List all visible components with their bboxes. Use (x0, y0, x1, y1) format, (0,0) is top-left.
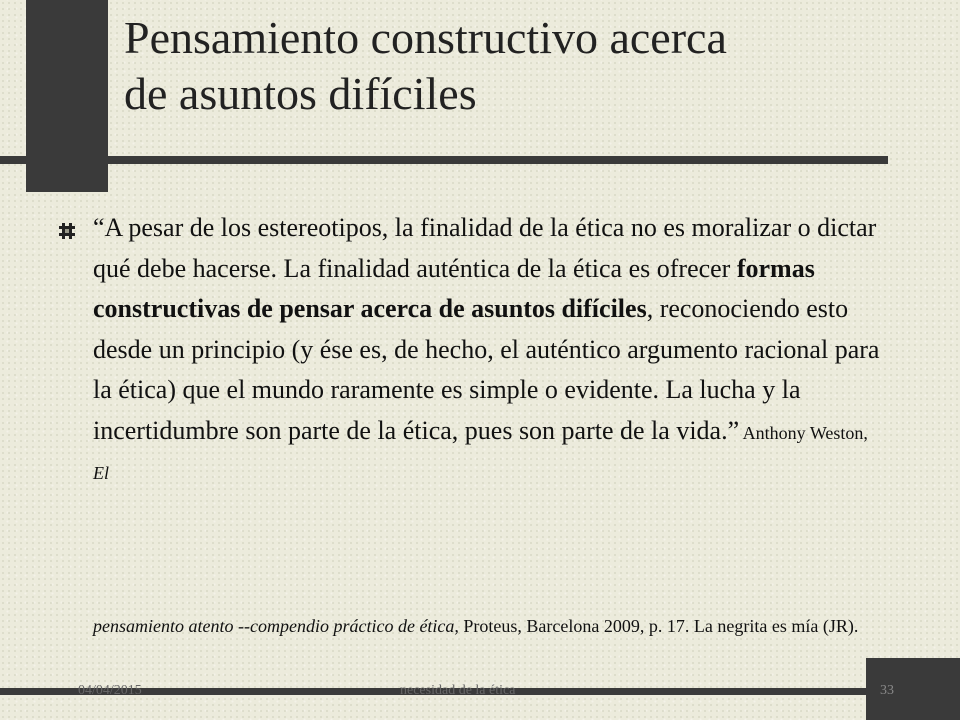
citation-book-title-rest: pensamiento atento (93, 616, 234, 636)
quote-paragraph (93, 208, 883, 492)
citation-subtitle: compendio práctico de ética, (249, 616, 459, 636)
hash-bullet-icon (58, 222, 76, 240)
citation-book-title-start: El (93, 463, 109, 483)
title-divider (0, 156, 888, 164)
citation-separator: -- (233, 616, 250, 636)
quote-text-end: , reconociendo esto desde un principio (y ése es, de hecho, el auténtico argumento racional para la ética) que el mundo raramente es simple o evidente. La lucha y la incertidumbre son parte de la ética, pues son parte de la vida.” (93, 294, 880, 445)
slide-title-line-2: de asuntos difíciles (124, 68, 477, 119)
citation-publisher: Proteus, Barcelona 2009, p. 17. La negrita es mía (JR). (458, 616, 859, 636)
slide-title (124, 10, 924, 122)
footer-title: necesidad de la ética (400, 683, 516, 698)
quote-text-start: “A pesar de los estereotipos, la finalidad de la ética no es moralizar o dictar qué debe hacerse. La finalidad auténtica de la ética es ofrecer (93, 213, 877, 283)
footer-date: 04/04/2015 (78, 683, 142, 698)
citation-line (93, 615, 873, 637)
slide-number: 33 (880, 683, 894, 698)
slide-title-line-1: Pensamiento constructivo acerca (124, 12, 727, 63)
quote-bold-phrase: formas constructivas de pensar acerca de asuntos difíciles (93, 253, 815, 323)
citation-author: Anthony Weston, (739, 422, 868, 443)
